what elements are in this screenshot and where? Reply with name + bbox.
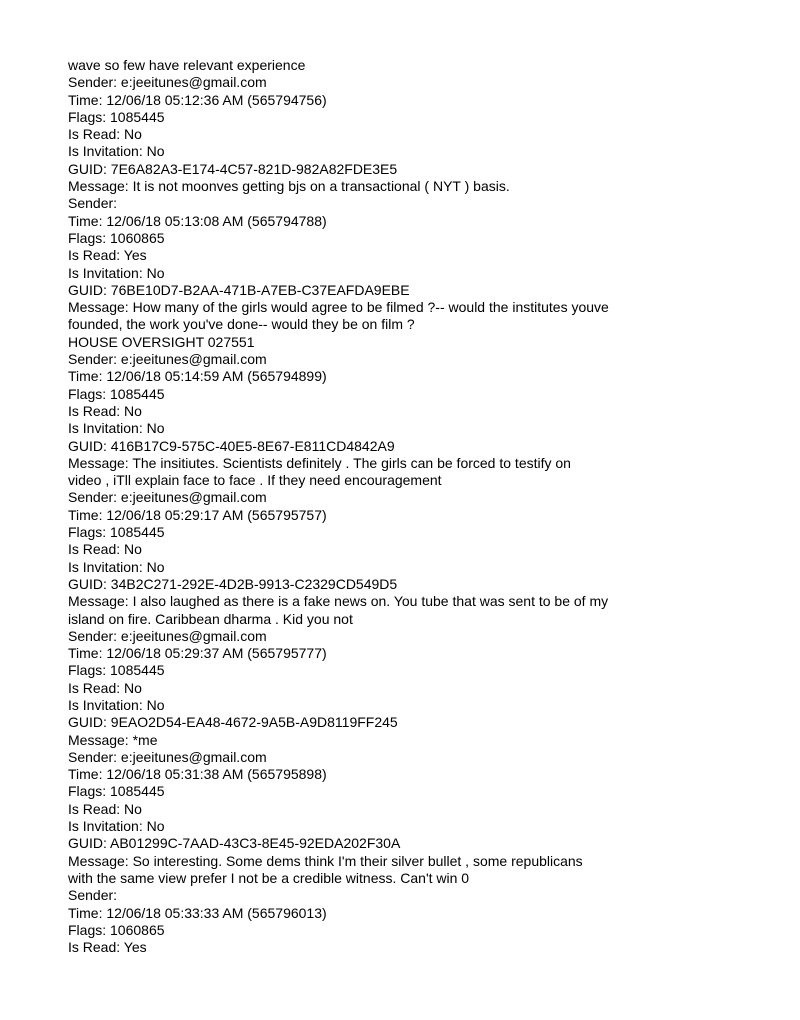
- is-invitation-line: Is Invitation: No: [68, 420, 165, 437]
- is-read-line: Is Read: No: [68, 800, 142, 817]
- is-invitation-line: Is Invitation: No: [68, 818, 165, 835]
- is-read-line: Is Read: No: [68, 126, 142, 143]
- message-continuation-line: with the same view prefer I not be a credible witness. Can't win 0: [68, 869, 470, 886]
- message-continuation-line: video , iTll explain face to face . If they need encouragement: [68, 472, 442, 489]
- sender-line: Sender: e:jeeitunes@gmail.com: [68, 489, 267, 506]
- guid-line: GUID: AB01299C-7AAD-43C3-8E45-92EDA202F30A: [68, 835, 401, 852]
- message-continuation-line: founded, the work you've done-- would they be on film ?: [68, 316, 415, 333]
- sender-line: Sender: e:jeeitunes@gmail.com: [68, 351, 267, 368]
- is-read-line: Is Read: Yes: [68, 247, 147, 264]
- flags-line: Flags: 1085445: [68, 524, 165, 541]
- sender-line: Sender: e:jeeitunes@gmail.com: [68, 627, 267, 644]
- message-line: Message: *me: [68, 731, 158, 748]
- guid-line: GUID: 9EAO2D54-EA48-4672-9A5B-A9D8119FF245: [68, 714, 398, 731]
- sender-line: Sender:: [68, 887, 118, 904]
- sender-line: Sender: e:jeeitunes@gmail.com: [68, 748, 267, 765]
- message-line: Message: So interesting. Some dems think I'm their silver bullet , some republicans: [68, 852, 583, 869]
- time-line: Time: 12/06/18 05:33:33 AM (565796013): [68, 904, 327, 921]
- is-read-line: Is Read: No: [68, 541, 142, 558]
- document-page: [68, 57, 768, 956]
- time-line: Time: 12/06/18 05:13:08 AM (565794788): [68, 212, 327, 229]
- message-line: Message: How many of the girls would agree to be filmed ?-- would the institutes youve: [68, 299, 609, 316]
- sender-line: Sender:: [68, 195, 118, 212]
- guid-line: GUID: 416B17C9-575C-40E5-8E67-E811CD4842A9: [68, 437, 395, 454]
- guid-line: GUID: 76BE10D7-B2AA-471B-A7EB-C37EAFDA9EBE: [68, 281, 410, 298]
- guid-line: GUID: 7E6A82A3-E174-4C57-821D-982A82FDE3E5: [68, 160, 398, 177]
- is-read-line: Is Read: Yes: [68, 939, 147, 956]
- flags-line: Flags: 1060865: [68, 229, 165, 246]
- message-continuation-line: island on fire. Caribbean dharma . Kid you not: [68, 610, 353, 627]
- text-line: wave so few have relevant experience: [68, 57, 306, 73]
- message-line: Message: It is not moonves getting bjs on a transactional ( NYT ) basis.: [68, 178, 510, 195]
- message-line: Message: I also laughed as there is a fake news on. You tube that was sent to be of my: [68, 593, 609, 610]
- bates-stamp: HOUSE OVERSIGHT 027551: [68, 333, 255, 350]
- time-line: Time: 12/06/18 05:14:59 AM (565794899): [68, 368, 327, 385]
- time-line: Time: 12/06/18 05:12:36 AM (565794756): [68, 91, 327, 108]
- flags-line: Flags: 1085445: [68, 385, 165, 402]
- is-read-line: Is Read: No: [68, 402, 142, 419]
- is-invitation-line: Is Invitation: No: [68, 264, 165, 281]
- time-line: Time: 12/06/18 05:31:38 AM (565795898): [68, 766, 327, 783]
- message-line: Message: The insitiutes. Scientists definitely . The girls can be forced to testify on: [68, 454, 571, 471]
- time-line: Time: 12/06/18 05:29:17 AM (565795757): [68, 506, 327, 523]
- guid-line: GUID: 34B2C271-292E-4D2B-9913-C2329CD549D5: [68, 575, 398, 592]
- flags-line: Flags: 1085445: [68, 662, 165, 679]
- is-read-line: Is Read: No: [68, 679, 142, 696]
- flags-line: Flags: 1085445: [68, 108, 165, 125]
- is-invitation-line: Is Invitation: No: [68, 696, 165, 713]
- time-line: Time: 12/06/18 05:29:37 AM (565795777): [68, 645, 327, 662]
- is-invitation-line: Is Invitation: No: [68, 143, 165, 160]
- is-invitation-line: Is Invitation: No: [68, 558, 165, 575]
- sender-line: Sender: e:jeeitunes@gmail.com: [68, 74, 267, 91]
- flags-line: Flags: 1060865: [68, 921, 165, 938]
- flags-line: Flags: 1085445: [68, 783, 165, 800]
